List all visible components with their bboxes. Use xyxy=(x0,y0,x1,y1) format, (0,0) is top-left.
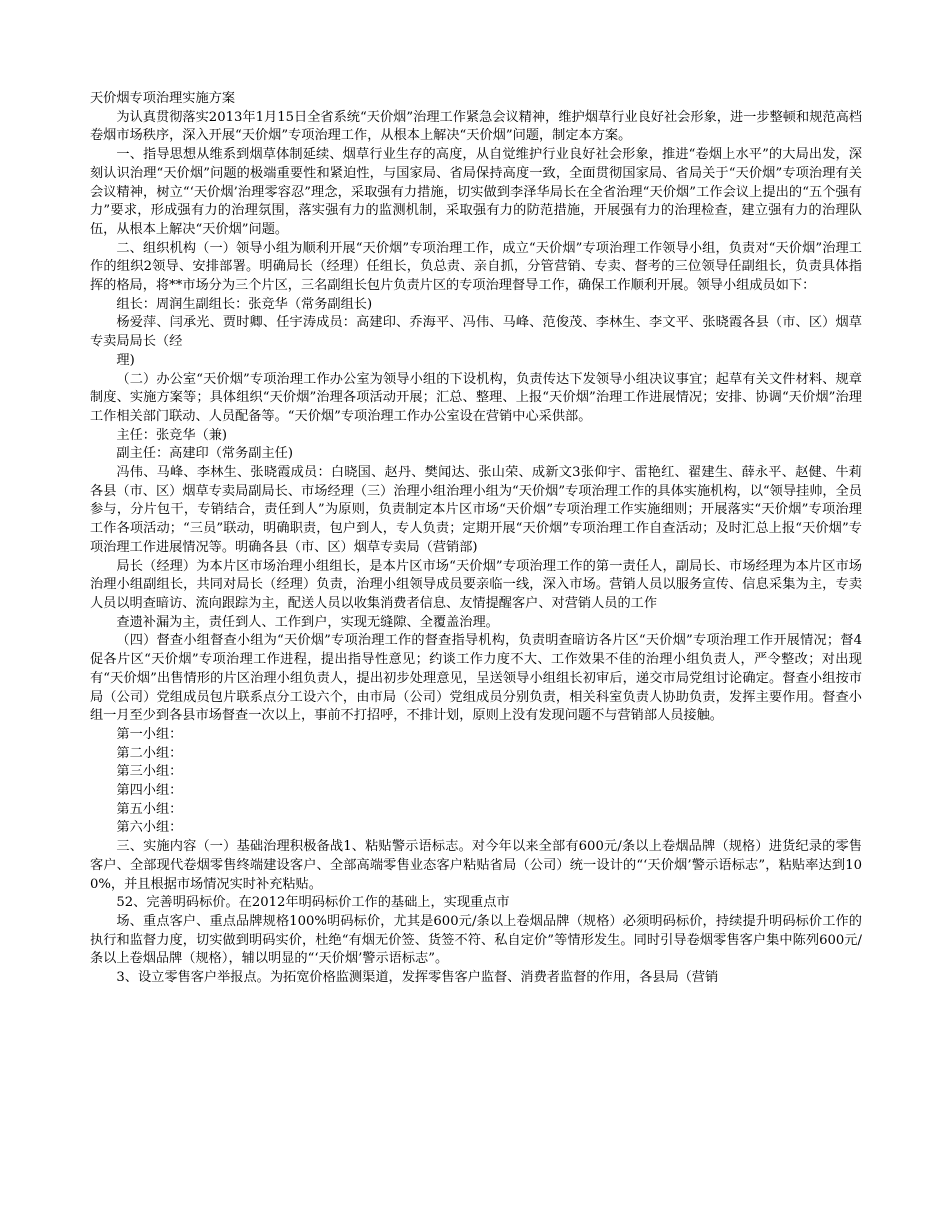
paragraph-implementation: 三、实施内容（一）基础治理积极备战1、粘贴警示语标志。对今年以来全部有600元/条以上卷烟品牌（规格）进货纪录的零售客户、全部现代卷烟零售终端建设客户、全部高端零售业态客户粘贴省局（公司）统一设计的“‘天价烟’警示语标志”，粘贴率达到100%，并且根据市场情况实时补充粘贴。 xyxy=(90,839,862,892)
paragraph-supervision: （四）督查小组督查小组为“天价烟”专项治理工作的督查指导机构，负责明查暗访各片区“天价烟”专项治理工作开展情况；督4促各片区“天价烟”专项治理工作进程，提出指导性意见；约谈工作力度不大、工作效果不佳的治理小组负责人，严令整改；对出现有“天价烟”出售情形的片区治理小组负责人，提出初步处理意见，呈送领导小组组长初审后，递交市局党组讨论确定。督查小组按市局（公司）党组成员包片联系点分工设六个，由市局（公司）党组成员分别负责，相关科室负责人协助负责，发挥主要作用。督查小组一月至少到各县市场督查一次以上，事前不打招呼，不排计划，原则上没有发现问题不与营销部人员接触。 xyxy=(90,633,862,724)
paragraph-intro: 为认真贯彻落实2013年1月15日全省系统“天价烟”治理工作紧急会议精神，维护烟草行业良好社会形象，进一步整顿和规范高档卷烟市场秩序，深入开展“天价烟”专项治理工作，从根本上解决“天价烟”问题，制定本方案。 xyxy=(90,109,862,144)
paragraph-gap-fill: 查遗补漏为主，责任到人、工作到户，实现无缝隙、全覆盖治理。 xyxy=(116,614,499,630)
paragraph-office: （二）办公室“天价烟”专项治理工作办公室为领导小组的下设机构，负责传达下发领导小组决议事宜；起草有关文件材料、规章制度、实施方案等；具体组织“天价烟”治理各项活动开展；汇总、整理、上报“天价烟”治理工作进展情况；安排、协调“天价烟”治理工作相关部门联动、人员配备等。“天价烟”专项治理工作办公室设在营销中心采供部。 xyxy=(90,371,862,424)
group-6: 第六小组： xyxy=(116,820,183,836)
group-4: 第四小组： xyxy=(116,783,183,799)
paragraph-members: 杨爱萍、闫承光、贾时卿、任宇涛成员：高建印、乔海平、冯伟、马峰、范俊茂、李林生、李文平、张晓霞各县（市、区）烟草专卖局局长（经 xyxy=(90,315,862,350)
paragraph-bureau-chief: 局长（经理）为本片区市场治理小组组长，是本片区市场“天价烟”专项治理工作的第一责任人，副局长、市场经理为本片区市场治理小组副组长，共同对局长（经理）负责，治理小组领导成员要亲临一线，深入市场。营销人员以服务宣传、信息采集为主，专卖人员以明查暗访、流向跟踪为主，配送人员以收集消费者信息、友情提醒客户、对营销人员的工作 xyxy=(90,558,862,611)
group-2: 第二小组： xyxy=(116,745,183,761)
paragraph-organization: 二、组织机构（一）领导小组为顺利开展“天价烟”专项治理工作，成立“天价烟”专项治理工作领导小组，负责对“天价烟”治理工作的组织2领导、安排部署。明确局长（经理）任组长，负总责、亲自抓，分管营销、专卖、督考的三位领导任副组长，负责具体指挥的格局，将**市场分为三个片区，三名副组长包片负责片区的专项治理督导工作，确保工作顺利开展。领导小组成员如下： xyxy=(90,240,862,294)
paragraph-price-marking-cont: 场、重点客户、重点品牌规格100%明码标价，尤其是600元/条以上卷烟品牌（规格）必须明码标价，持续提升明码标价工作的执行和监督力度，切实做到明码实价，杜绝“有烟无价签、货签不符、私自定价”等情形发生。同时引导卷烟零售客户集中陈列600元/条以上卷烟品牌（规格），辅以明显的“‘天价烟’警示语标志”。 xyxy=(90,913,862,967)
paragraph-leader-line: 组长：周润生副组长：张竞华（常务副组长) xyxy=(116,296,373,312)
document-title: 天价烟专项治理实施方案 xyxy=(90,91,236,106)
paragraph-office-members: 冯伟、马峰、李林生、张晓霞成员：白晓国、赵丹、樊闻达、张山荣、成新文3张仰宇、雷艳红、翟建生、薛永平、赵健、牛莉各县（市、区）烟草专卖局副局长、市场经理（三）治理小组治理小组为“天价烟”专项治理工作的具体实施机构，以“领导挂帅，全员参与，分片包干，专销结合，责任到人”为原则，负责制定本片区市场“天价烟”专项治理工作实施细则；开展落实“天价烟”专项治理工作各项活动；“三员”联动，明确职责，包户到人，专人负责；定期开展“天价烟”专项治理工作自查活动；及时汇总上报“天价烟”专项治理工作进展情况等。明确各县（市、区）烟草专卖局（营销部) xyxy=(90,465,862,555)
paragraph-members-cont: 理) xyxy=(116,352,135,368)
paragraph-price-marking: 52、完善明码标价。在2012年明码标价工作的基础上，实现重点市 xyxy=(116,895,510,911)
group-5: 第五小组： xyxy=(116,801,183,817)
group-1: 第一小组： xyxy=(116,726,183,742)
paragraph-report-point: 3、设立零售客户举报点。为拓宽价格监测渠道，发挥零售客户监督、消费者监督的作用，各县局（营销 xyxy=(116,970,719,986)
group-3: 第三小组： xyxy=(116,764,183,780)
paragraph-guiding-thought: 一、指导思想从维系到烟草体制延续、烟草行业生存的高度，从自觉维护行业良好社会形象，推进“卷烟上水平”的大局出发，深刻认识治理“天价烟”问题的极端重要性和紧迫性，与国家局、省局保持高度一致，全面贯彻国家局、省局关于“天价烟”专项治理有关会议精神，树立“‘天价烟’治理零容忍”理念，采取强有力措施，切实做到李泽华局长在全省治理“天价烟”工作会议上提出的“五个强有力”要求，形成强有力的治理氛围，落实强有力的监测机制，采取强有力的防范措施，开展强有力的治理检查，建立强有力的治理队伍，从根本上解决“天价烟”问题。 xyxy=(90,147,862,237)
document-body xyxy=(90,90,862,988)
paragraph-deputy-director: 副主任：高建印（常务副主任) xyxy=(116,446,293,462)
paragraph-director: 主任：张竞华（兼) xyxy=(116,427,228,443)
